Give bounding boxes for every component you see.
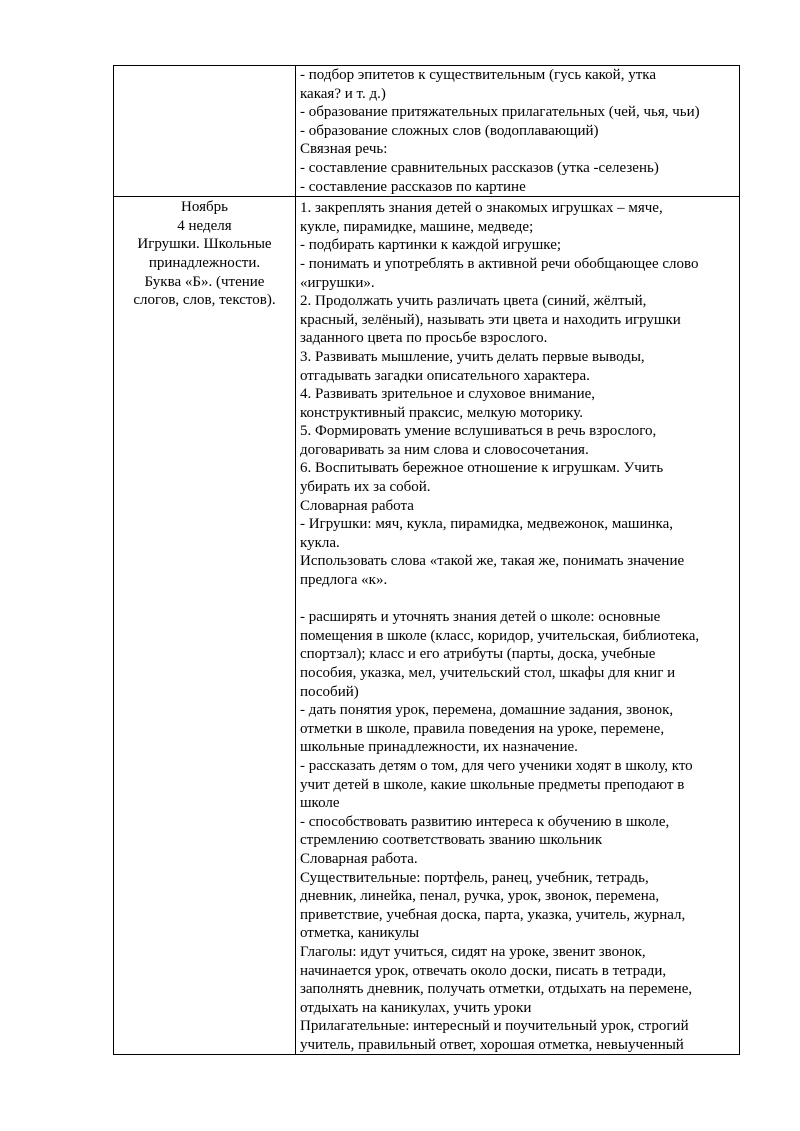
text-line: 5. Формировать умение вслушиваться в речь взрослого, — [300, 423, 657, 440]
text-line: пособий) — [300, 683, 359, 700]
content-lines — [296, 197, 739, 1054]
text-line: Использовать слова «такой же, такая же, понимать значение — [300, 553, 685, 570]
text-line: Игрушки. Школьные — [137, 236, 272, 253]
text-line: кукла. — [300, 534, 340, 551]
text-line: 4. Развивать зрительное и слуховое внимание, — [300, 386, 596, 403]
text-line: пособия, указка, мел, учительский стол, шкафы для книг и — [300, 665, 676, 681]
table-row — [114, 66, 740, 197]
lesson-plan-table — [113, 65, 740, 1055]
text-line: школе — [300, 795, 340, 812]
text-line: Буква «Б». (чтение — [144, 273, 265, 290]
text-line: 3. Развивать мышление, учить делать первые выводы, — [300, 348, 645, 365]
text-line: - Игрушки: мяч, кукла, пирамидка, медвежонок, машинка, — [300, 516, 674, 533]
table-row — [114, 197, 740, 1055]
content-cell — [296, 197, 740, 1055]
text-line: - составление рассказов по картине — [300, 178, 526, 195]
text-line: приветствие, учебная доска, парта, указка, учитель, журнал, — [300, 906, 686, 923]
text-line: - составление сравнительных рассказов (утка -селезень) — [300, 159, 659, 176]
text-line: дневник, линейка, пенал, ручка, урок, звонок, перемена, — [300, 888, 660, 905]
text-line: Связная речь: — [300, 141, 388, 158]
text-line: - образование сложных слов (водоплавающий) — [300, 122, 599, 139]
text-line: учит детей в школе, какие школьные предметы преподают в — [300, 776, 685, 793]
topic-lines — [114, 197, 295, 310]
topic-cell — [114, 197, 296, 1055]
topic-cell — [114, 66, 296, 197]
text-line: принадлежности. — [148, 254, 261, 271]
text-line: Словарная работа. — [300, 850, 418, 867]
text-line: - подбирать картинки к каждой игрушке; — [300, 237, 562, 254]
text-line: учитель, правильный ответ, хорошая отметка, невыученный — [300, 1036, 684, 1053]
content-lines — [296, 66, 739, 196]
text-line: конструктивный праксис, мелкую моторику. — [300, 404, 584, 421]
text-line: 4 неделя — [177, 217, 232, 234]
text-line: Ноябрь — [181, 199, 228, 216]
text-line: договаривать за ним слова и словосочетания. — [300, 441, 589, 458]
text-line: кукле, пирамидке, машине, медведе; — [300, 218, 534, 235]
text-line: стремлению соответствовать званию школьник — [300, 832, 603, 849]
text-line: отметки в школе, правила поведения на уроке, перемене, — [300, 720, 665, 737]
text-line: отметка, каникулы — [300, 925, 420, 942]
text-line: отгадывать загадки описательного характера. — [300, 367, 590, 384]
text-line: «игрушки». — [300, 274, 375, 291]
text-line: заданного цвета по просьбе взрослого. — [300, 330, 548, 347]
text-line: заполнять дневник, получать отметки, отдыхать на перемене, — [300, 981, 693, 998]
content-cell — [296, 66, 740, 197]
text-line: 1. закреплять знания детей о знакомых игрушках – мяче, — [300, 200, 663, 217]
text-line: - понимать и употреблять в активной речи обобщающее слово — [300, 255, 699, 272]
text-line: - рассказать детям о том, для чего ученики ходят в школу, кто — [300, 757, 693, 774]
text-line: школьные принадлежности, их назначение. — [300, 739, 578, 756]
text-line: отдыхать на каникулах, учить уроки — [300, 999, 532, 1016]
text-line: помещения в школе (класс, коридор, учительская, библиотека, — [300, 627, 700, 644]
text-line: - образование притяжательных прилагательных (чей, чья, чьи) — [300, 104, 700, 121]
text-line: красный, зелёный), называть эти цвета и находить игрушки — [300, 311, 681, 328]
text-line: Существительные: портфель, ранец, учебник, тетрадь, — [300, 869, 649, 886]
text-line: - расширять и уточнять знания детей о школе: основные — [300, 609, 661, 626]
text-line: - дать понятия урок, перемена, домашние задания, звонок, — [300, 702, 674, 719]
text-line: какая? и т. д.) — [300, 85, 386, 102]
text-line: Прилагательные: интересный и поучительный урок, строгий — [300, 1018, 689, 1035]
text-line: 2. Продолжать учить различать цвета (синий, жёлтый, — [300, 293, 647, 310]
text-line: предлога «к». — [300, 572, 388, 589]
text-line: Словарная работа — [300, 497, 414, 514]
text-line: убирать их за собой. — [300, 479, 431, 496]
text-line: Глаголы: идут учиться, сидят на уроке, звенит звонок, — [300, 943, 646, 960]
text-line: 6. Воспитывать бережное отношение к игрушкам. Учить — [300, 460, 664, 477]
text-line: - способствовать развитию интереса к обучению в школе, — [300, 813, 670, 830]
text-line: спортзал); класс и его атрибуты (парты, доска, учебные — [300, 646, 656, 663]
text-line: начинается урок, отвечать около доски, писать в тетради, — [300, 962, 667, 979]
text-line — [296, 590, 739, 609]
text-line: - подбор эпитетов к существительным (гусь какой, утка — [300, 67, 656, 83]
text-line: слогов, слов, текстов). — [133, 292, 276, 309]
